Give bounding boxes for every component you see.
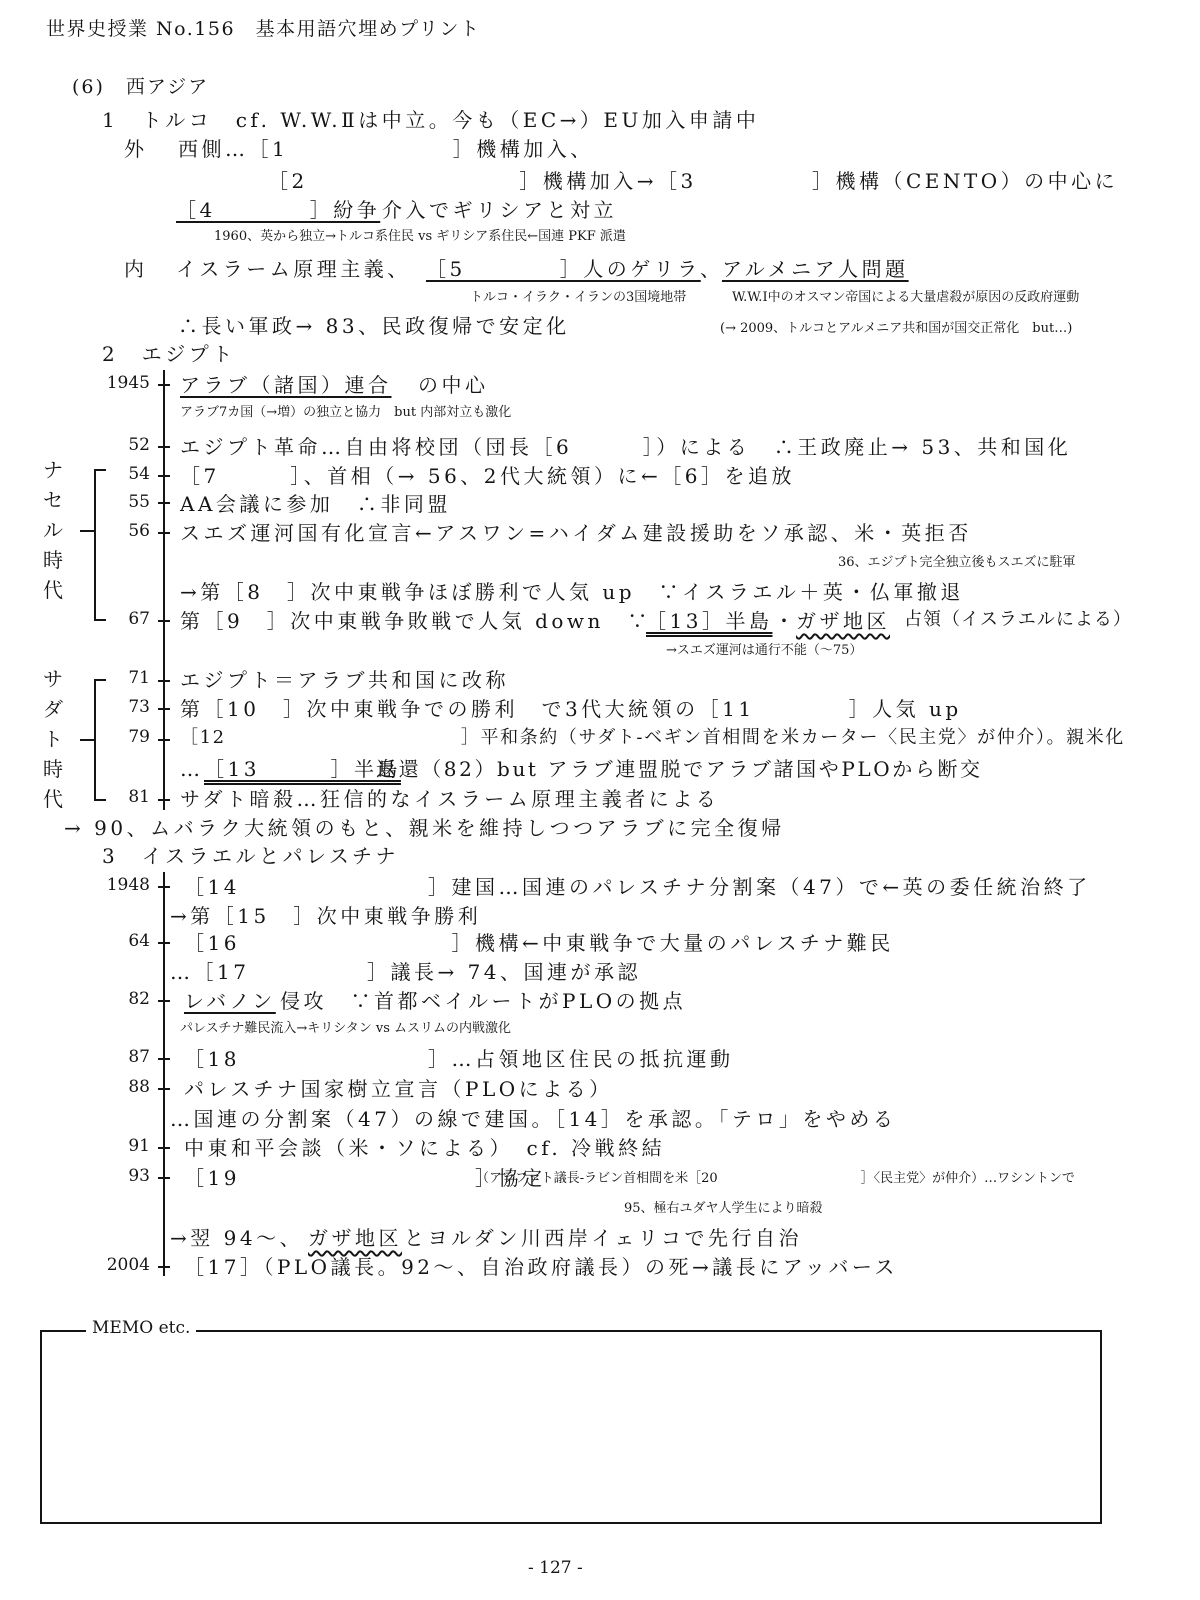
turkey-heading: 1 トルコ cf. W.W.Ⅱは中立。今も（EC→）EU加入申請中 bbox=[102, 108, 760, 132]
row-88: パレスチナ国家樹立宣言（PLOによる） bbox=[184, 1077, 613, 1101]
turkey-line3a: ［4 ］紛争 bbox=[176, 198, 381, 222]
nasser-char-4: 時 bbox=[43, 548, 63, 572]
row-2004: ［17］（PLO議長。92～、自治政府議長）の死→議長にアッバース bbox=[184, 1255, 898, 1279]
year-55: 55 bbox=[128, 492, 150, 512]
page-number: - 127 - bbox=[528, 1558, 583, 1578]
year-56: 56 bbox=[128, 521, 150, 541]
row-93-mediation: （アラファト議長-ラビン首相間を米［20 ］〈民主党〉が仲介）…ワシントンで bbox=[476, 1171, 1075, 1186]
nasser-char-5: 代 bbox=[43, 578, 63, 602]
year-71: 71 bbox=[128, 668, 150, 688]
row-67-dot: ・ bbox=[774, 609, 798, 633]
row-56-war: →第［8 ］次中東戦争ほぼ勝利で人気 up ∵イスラエル＋英・仏軍撤退 bbox=[180, 580, 964, 604]
sadat-char-1: サ bbox=[43, 667, 63, 691]
year-1948: 1948 bbox=[106, 875, 150, 895]
row-82-peninsula: ［13 ］半島 bbox=[204, 757, 401, 781]
sadat-char-2: ダ bbox=[43, 697, 63, 721]
israel-timeline bbox=[163, 872, 165, 1276]
suez-note: 36、エジプト完全独立後もスエズに駐軍 bbox=[838, 555, 1076, 570]
arab-league-note: アラブ7カ国（→増）の独立と協力 but 内部対立も激化 bbox=[180, 405, 512, 420]
normalization-note: (→ 2009、トルコとアルメニア共和国が国交正常化 but…) bbox=[720, 321, 1073, 336]
turkey-line2b: ］機構（CENTO）の中心に bbox=[812, 169, 1119, 193]
arab-league-center: の中心 bbox=[418, 373, 489, 397]
row-71: エジプト＝アラブ共和国に改称 bbox=[180, 668, 509, 692]
canal-note: →スエズ運河は通行不能（～75） bbox=[666, 643, 863, 658]
lebanon-note: パレスチナ難民流入→キリシタン vs ムスリムの内戦激化 bbox=[180, 1021, 512, 1036]
row-87: ［18 ］…占領地区住民の抵抗運動 bbox=[184, 1047, 734, 1071]
nai-label: 内 bbox=[124, 257, 148, 281]
row-54: ［7 ］、首相（→ 56、2代大統領）に←［6］を追放 bbox=[180, 464, 795, 488]
section-title: (6) 西アジア bbox=[72, 76, 210, 98]
armenia-note: W.W.Ⅰ中のオスマン帝国による大量虐殺が原因の反政府運動 bbox=[732, 290, 1080, 305]
year-2004: 2004 bbox=[106, 1255, 150, 1275]
row-91: 中東和平会談（米・ソによる） cf. 冷戦終結 bbox=[184, 1136, 666, 1160]
row-94-autonomy: とヨルダン川西岸イェリコで先行自治 bbox=[404, 1226, 802, 1250]
islam-a: イスラーム原理主義、 bbox=[176, 257, 411, 281]
row-67-occupation: 占領（イスラエルによる） bbox=[904, 609, 1132, 630]
rabin-note: 95、極右ユダヤ人学生により暗殺 bbox=[624, 1201, 823, 1216]
row-82-dots: … bbox=[180, 757, 204, 781]
year-73: 73 bbox=[128, 697, 150, 717]
egypt-timeline bbox=[163, 370, 165, 810]
lebanon: レバノン bbox=[184, 989, 276, 1013]
row-67a: 第［9 ］次中東戦争敗戦で人気 down ∵ bbox=[180, 609, 651, 633]
nasser-char-1: ナ bbox=[43, 458, 63, 482]
egypt-heading: 2 エジプト bbox=[102, 342, 236, 366]
year-82: 82 bbox=[128, 989, 150, 1009]
memo-label: MEMO etc. bbox=[86, 1320, 196, 1337]
row-88-detail: …国連の分割案（47）の線で建国。［14］を承認。「テロ」をやめる bbox=[170, 1107, 897, 1131]
row-1948: ［14 ］建国…国連のパレスチナ分割案（47）で←英の委任統治終了 bbox=[184, 875, 1091, 899]
nasser-char-2: セ bbox=[43, 488, 63, 512]
sadat-char-5: 代 bbox=[43, 787, 63, 811]
worksheet-header: 世界史授業 No.156 基本用語穴埋めプリント bbox=[46, 18, 481, 40]
year-87: 87 bbox=[128, 1047, 150, 1067]
row-82-invasion: 侵攻 ∵首都ベイルートがPLOの拠点 bbox=[280, 989, 687, 1013]
turkey-line2a: ［2 ］機構加入→［3 bbox=[268, 169, 697, 193]
year-79: 79 bbox=[128, 727, 150, 747]
row-52: エジプト革命…自由将校団（団長［6 ］）による ∴王政廃止→ 53、共和国化 bbox=[180, 435, 1072, 459]
nasser-char-3: ル bbox=[43, 518, 63, 542]
islam-c: 、 bbox=[700, 257, 724, 281]
year-64: 64 bbox=[128, 931, 150, 951]
year-91: 91 bbox=[128, 1136, 150, 1156]
row-56: スエズ運河国有化宣言←アスワン=ハイダム建設援助をソ承認、米・英拒否 bbox=[180, 521, 972, 545]
west-line: 西側…［1 ］機構加入、 bbox=[178, 137, 594, 161]
kurd-note: トルコ・イラク・イランの3国境地帯 bbox=[470, 290, 687, 305]
arab-league: アラブ（諸国）連合 bbox=[180, 373, 392, 397]
row-64-chairman: …［17 ］議長→ 74、国連が承認 bbox=[170, 960, 642, 984]
row-64: ［16 ］機構←中東戦争で大量のパレスチナ難民 bbox=[184, 931, 894, 955]
row-1948-war: →第［15 ］次中東戦争勝利 bbox=[170, 904, 482, 928]
israel-heading: 3 イスラエルとパレスチナ bbox=[102, 844, 400, 868]
year-54: 54 bbox=[128, 464, 150, 484]
gai-label: 外 bbox=[124, 137, 148, 161]
year-81: 81 bbox=[128, 787, 150, 807]
turkey-line3b: 介入でギリシアと対立 bbox=[382, 198, 617, 222]
sadat-char-3: ト bbox=[43, 727, 63, 751]
islam-b: ［5 ］人のゲリラ bbox=[426, 257, 701, 281]
year-52: 52 bbox=[128, 435, 150, 455]
year-1945: 1945 bbox=[106, 373, 150, 393]
row-73: 第［10 ］次中東戦争での勝利 で3代大統領の［11 ］人気 up bbox=[180, 697, 962, 721]
row-93-accord: ［19 ］協定 bbox=[184, 1166, 546, 1190]
memo-box[interactable] bbox=[40, 1330, 1102, 1524]
year-67: 67 bbox=[128, 609, 150, 629]
row-67-gaza: ガザ地区 bbox=[796, 609, 890, 633]
row-94-arrow: →翌 94～、 bbox=[170, 1226, 304, 1250]
row-67-peninsula: ［13］半島 bbox=[646, 609, 773, 633]
islam-d: アルメニア人問題 bbox=[722, 257, 909, 281]
row-81: サダト暗殺…狂信的なイスラーム原理主義者による bbox=[180, 787, 720, 811]
sadat-char-4: 時 bbox=[43, 757, 63, 781]
row-82-return: 返還（82）but アラブ連盟脱でアラブ諸国やPLOから断交 bbox=[376, 757, 983, 781]
row-94-gaza: ガザ地区 bbox=[308, 1226, 402, 1250]
military-line: ∴長い軍政→ 83、民政復帰で安定化 bbox=[178, 314, 570, 338]
cyprus-note: 1960、英から独立→トルコ系住民 vs ギリシア系住民←国連 PKF 派遣 bbox=[214, 229, 626, 244]
row-55: AA会議に参加 ∴非同盟 bbox=[180, 492, 451, 516]
row-79: ［12 ］平和条約（サダト-ベギン首相間を米カーター〈民主党〉が仲介）。親米化 bbox=[180, 727, 1125, 748]
mubarak-line: → 90、ムバラク大統領のもと、親米を維持しつつアラブに完全復帰 bbox=[64, 816, 785, 840]
year-88: 88 bbox=[128, 1077, 150, 1097]
year-93: 93 bbox=[128, 1166, 150, 1186]
